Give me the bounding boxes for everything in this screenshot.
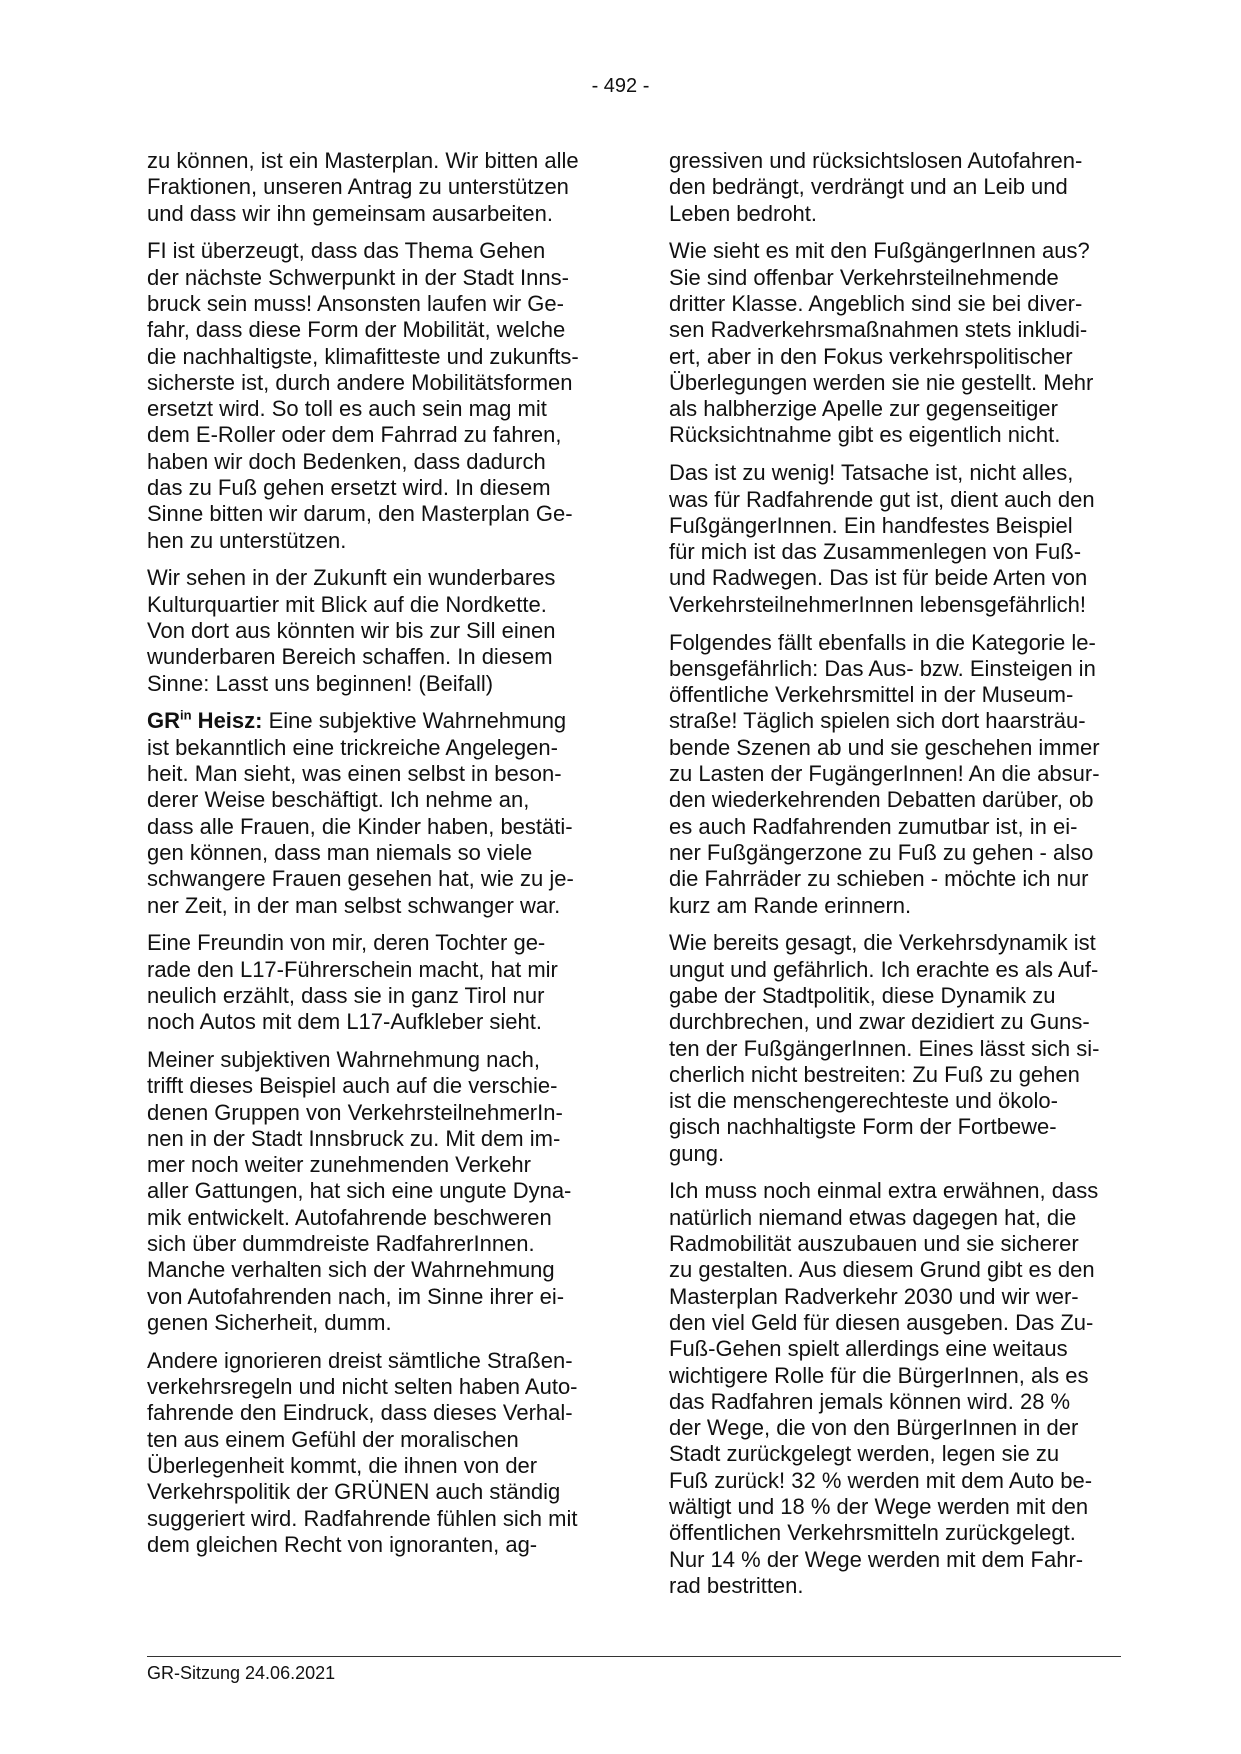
paragraph: Ich muss noch einmal extra erwähnen, dass natürlich niemand etwas dagegen hat, die Radmobilität auszubauen und sie sicherer zu gestalten. Aus diesem Grund gibt es den Masterplan Radverkehr 2030 und wir wer- den viel Geld für diesen ausgeben. Das Zu- Fuß-Gehen spielt allerdings eine weitaus wichtigere Rolle für die BürgerInnen, als es das Radfahren jemals können wird. 28 % der Wege, die von den BürgerInnen in der Stadt zurückgelegt werden, legen sie zu Fuß zurück! 32 % werden mit dem Auto be- wältigt und 18 % der Wege werden mit den öffentlichen Verkehrsmitteln zurückgelegt. Nur 14 % der Wege werden mit dem Fahr- rad bestritten. xyxy=(669,1178,1099,1598)
speaker-label xyxy=(147,708,262,733)
page-number: - 492 - xyxy=(591,75,650,97)
paragraph: Wie bereits gesagt, die Verkehrsdynamik ist ungut und gefährlich. Ich erachte es als Auf- gabe der Stadtpolitik, diese Dynamik zu durchbrechen, und zwar dezidiert zu Guns- ten der FußgängerInnen. Eines lässt sich si- cherlich nicht bestreiten: Zu Fuß zu gehen ist die menschengerechteste und ökolo- gisch nachhaltigste Form der Fortbewe- gung. xyxy=(669,930,1100,1166)
speaker-superscript: in xyxy=(180,708,192,724)
paragraph: Andere ignorieren dreist sämtliche Straßen- verkehrsregeln und nicht selten haben Auto- fahrende den Eindruck, dass dieses Verhal- ten aus einem Gefühl der moralischen Überlegenheit kommt, die ihnen von der Verkehrspolitik der GRÜNEN auch ständig suggeriert wird. Radfahrende fühlen sich mit dem gleichen Recht von ignoranten, ag- xyxy=(147,1347,578,1557)
paragraph: Meiner subjektiven Wahrnehmung nach, trifft dieses Beispiel auch auf die verschie- denen Gruppen von VerkehrsteilnehmerIn- nen in der Stadt Innsbruck zu. Mit dem im- mer noch weiter zunehmenden Verkehr aller Gattungen, hat sich eine ungute Dyna- mik entwickelt. Autofahrende beschweren sich über dummdreiste RadfahrerInnen. Manche verhalten sich der Wahrnehmung von Autofahrenden nach, im Sinne ihrer ei- genen Sicherheit, dumm. xyxy=(147,1047,572,1335)
paragraph: Wie sieht es mit den FußgängerInnen aus? Sie sind offenbar Verkehrsteilnehmende dritter Klasse. Angeblich sind sie bei diver- sen Radverkehrsmaßnahmen stets inkludi- ert, aber in den Fokus verkehrspolitischer Überlegungen werden sie nie gestellt. Mehr als halbherzige Apelle zur gegenseitiger Rücksichtnahme gibt es eigentlich nicht. xyxy=(669,238,1094,448)
paragraph: FI ist überzeugt, dass das Thema Gehen der nächste Schwerpunkt in der Stadt Inns- bruck sein muss! Ansonsten laufen wir Ge- fahr, dass diese Form der Mobilität, welche die nachhaltigste, klimafitteste und zukunfts- sicherste ist, durch andere Mobilitätsformen ersetzt wird. So toll es auch sein mag mit dem E-Roller oder dem Fahrrad zu fahren, haben wir doch Bedenken, dass dadurch das zu Fuß gehen ersetzt wird. In diesem Sinne bitten wir darum, den Masterplan Ge- hen zu unterstützen. xyxy=(147,238,579,553)
paragraph: zu können, ist ein Masterplan. Wir bitten alle Fraktionen, unseren Antrag zu unterstützen und dass wir ihn gemeinsam ausarbeiten. xyxy=(147,148,579,226)
speaker-text: Eine subjektive Wahrnehmung ist bekanntlich eine trickreiche Angelegen- heit. Man sieht, was einen selbst in beson- derer Weise beschäftigt. Ich nehme an, dass alle Frauen, die Kinder haben, bestäti- gen können, dass man niemals so viele schwangere Frauen gesehen hat, wie zu je- ner Zeit, in der man selbst schwanger war. xyxy=(147,708,574,918)
paragraph: Eine Freundin von mir, deren Tochter ge- rade den L17-Führerschein macht, hat mir neulich erzählt, dass sie in ganz Tirol nur noch Autos mit dem L17-Aufkleber sieht. xyxy=(147,930,558,1035)
right-column xyxy=(669,148,1129,1611)
speaker-prefix: GR xyxy=(147,708,180,734)
paragraph: Wir sehen in der Zukunft ein wunderbares Kulturquartier mit Blick auf die Nordkette. Von dort aus könnten wir bis zur Sill einen wunderbaren Bereich schaffen. In diesem Sinne: Lasst uns beginnen! (Beifall) xyxy=(147,565,556,696)
footer-divider xyxy=(147,1656,1121,1657)
speaker-paragraph xyxy=(147,708,607,918)
speaker-name: Heisz: xyxy=(191,708,263,734)
footer-text: GR-Sitzung 24.06.2021 xyxy=(147,1663,336,1683)
paragraph: Folgendes fällt ebenfalls in die Kategorie le- bensgefährlich: Das Aus- bzw. Einsteigen in öffentliche Verkehrsmittel in der Museum- straße! Täglich spielen sich dort haarsträu- bende Szenen ab und sie geschehen immer zu Lasten der FugängerInnen! An die absur- den wiederkehrenden Debatten darüber, ob es auch Radfahrenden zumutbar ist, in ei- ner Fußgängerzone zu Fuß zu gehen - also die Fahrräder zu schieben - möchte ich nur kurz am Rande erinnern. xyxy=(669,629,1100,918)
paragraph: Das ist zu wenig! Tatsache ist, nicht alles, was für Radfahrende gut ist, dient auch den FußgängerInnen. Ein handfestes Beispiel für mich ist das Zusammenlegen von Fuß- und Radwegen. Das ist für beide Arten von VerkehrsteilnehmerInnen lebensgefährlich! xyxy=(669,460,1095,617)
left-column xyxy=(147,148,607,1570)
paragraph: gressiven und rücksichtslosen Autofahren- den bedrängt, verdrängt und an Leib und Leben bedroht. xyxy=(669,148,1083,226)
